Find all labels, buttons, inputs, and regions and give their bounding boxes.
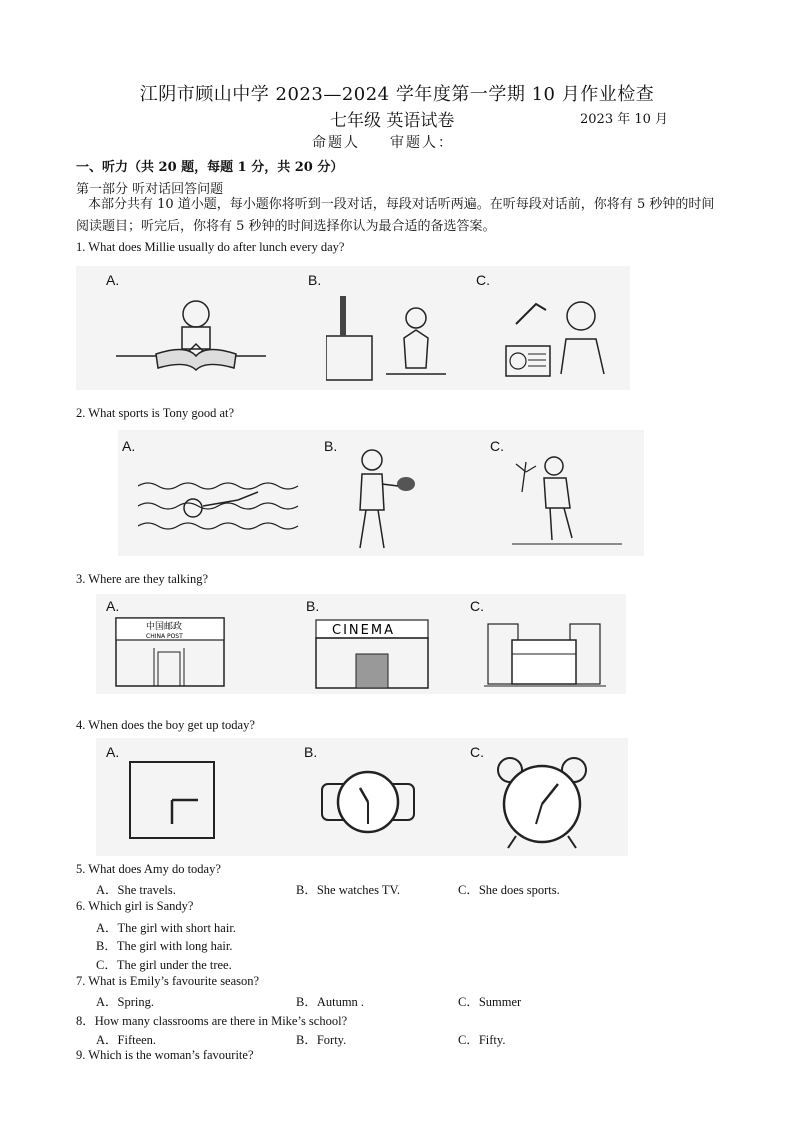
instructions: 本部分共有 10 道小题，每小题你将听到一段对话，每段对话听两遍。在听每段对话前，你将有 5 秒钟的时间阅读题目；听完后，你将有 5 秒钟的时间选择你认为最合适的备选答案。	[76, 197, 715, 234]
q2-pictures	[118, 430, 644, 556]
question-1: 1. What does Millie usually do after lunch every day?	[76, 240, 345, 254]
q4-label-a: A.	[106, 744, 120, 760]
q6-option-a[interactable]: A．The girl with short hair.	[96, 921, 236, 935]
exam-title: 江阴市顾山中学 2023—2024 学年度第一学期 10 月作业检查	[139, 84, 655, 105]
q1-label-c: C.	[476, 272, 490, 288]
q4-label-c: C.	[470, 744, 484, 760]
q7-option-a[interactable]: A．Spring.	[96, 995, 154, 1009]
question-2: 2. What sports is Tony good at?	[76, 406, 235, 420]
q3-label-b: B.	[306, 598, 320, 614]
reviewer-label: 审题人：	[390, 135, 454, 151]
tv-watching-icon	[326, 288, 446, 384]
shopping-mall-icon	[484, 614, 606, 692]
radio-listening-icon	[496, 284, 626, 384]
part-heading: 第一部分 听对话回答问题	[76, 182, 224, 197]
question-4: 4. When does the boy get up today?	[76, 718, 255, 732]
post-office-icon	[114, 616, 226, 688]
q5-option-a[interactable]: A．She travels.	[96, 883, 176, 897]
swimming-icon	[138, 456, 308, 552]
question-3: 3. Where are they talking?	[76, 572, 209, 586]
q1-label-a: A.	[106, 272, 120, 288]
q2-label-c: C.	[490, 438, 504, 454]
q4-label-b: B.	[304, 744, 318, 760]
exam-subtitle: 七年级 英语试卷	[330, 111, 455, 131]
q5-option-b[interactable]: B．She watches TV.	[296, 883, 401, 897]
q7-option-b[interactable]: B．Autumn .	[296, 995, 365, 1009]
q4-pictures	[96, 738, 628, 856]
question-9: 9. Which is the woman’s favourite?	[76, 1048, 254, 1062]
q5-option-c[interactable]: C．She does sports.	[458, 883, 560, 897]
q8-option-a[interactable]: A．Fifteen.	[96, 1033, 157, 1047]
alarm-clock-icon	[492, 750, 592, 850]
wristwatch-icon	[318, 760, 418, 844]
post-sign-en-text: CHINA POST	[146, 633, 183, 640]
girl-reading-icon	[116, 284, 276, 384]
cinema-icon	[312, 616, 432, 690]
question-5: 5. What does Amy do today?	[76, 862, 221, 876]
exam-date: 2023 年 10 月	[580, 112, 669, 127]
square-clock-icon	[128, 760, 218, 840]
cinema-sign-text: CINEMA	[332, 623, 395, 638]
question-8: 8．How many classrooms are there in Mike’s school?	[76, 1014, 348, 1028]
section-heading: 一、听力（共 20 题，每题 1 分，共 20 分）	[76, 160, 344, 175]
setter-label: 命题人	[312, 135, 360, 151]
q6-option-b[interactable]: B．The girl with long hair.	[96, 939, 233, 953]
q3-label-a: A.	[106, 598, 120, 614]
q1-pictures	[76, 266, 630, 390]
q2-label-a: A.	[122, 438, 136, 454]
q8-option-c[interactable]: C．Fifty.	[458, 1033, 506, 1047]
question-6: 6. Which girl is Sandy?	[76, 899, 194, 913]
q8-option-b[interactable]: B．Forty.	[296, 1033, 347, 1047]
question-7: 7. What is Emily’s favourite season?	[76, 974, 260, 988]
tennis-player-icon	[348, 444, 428, 556]
q3-pictures	[96, 594, 626, 694]
post-sign-text: 中国邮政	[146, 622, 183, 632]
q1-label-b: B.	[308, 272, 322, 288]
q2-label-b: B.	[324, 438, 338, 454]
setter-line	[312, 132, 484, 152]
q6-option-c[interactable]: C．The girl under the tree.	[96, 958, 232, 972]
q7-option-c[interactable]: C．Summer	[458, 995, 522, 1009]
q3-label-c: C.	[470, 598, 484, 614]
skating-icon	[512, 452, 622, 552]
